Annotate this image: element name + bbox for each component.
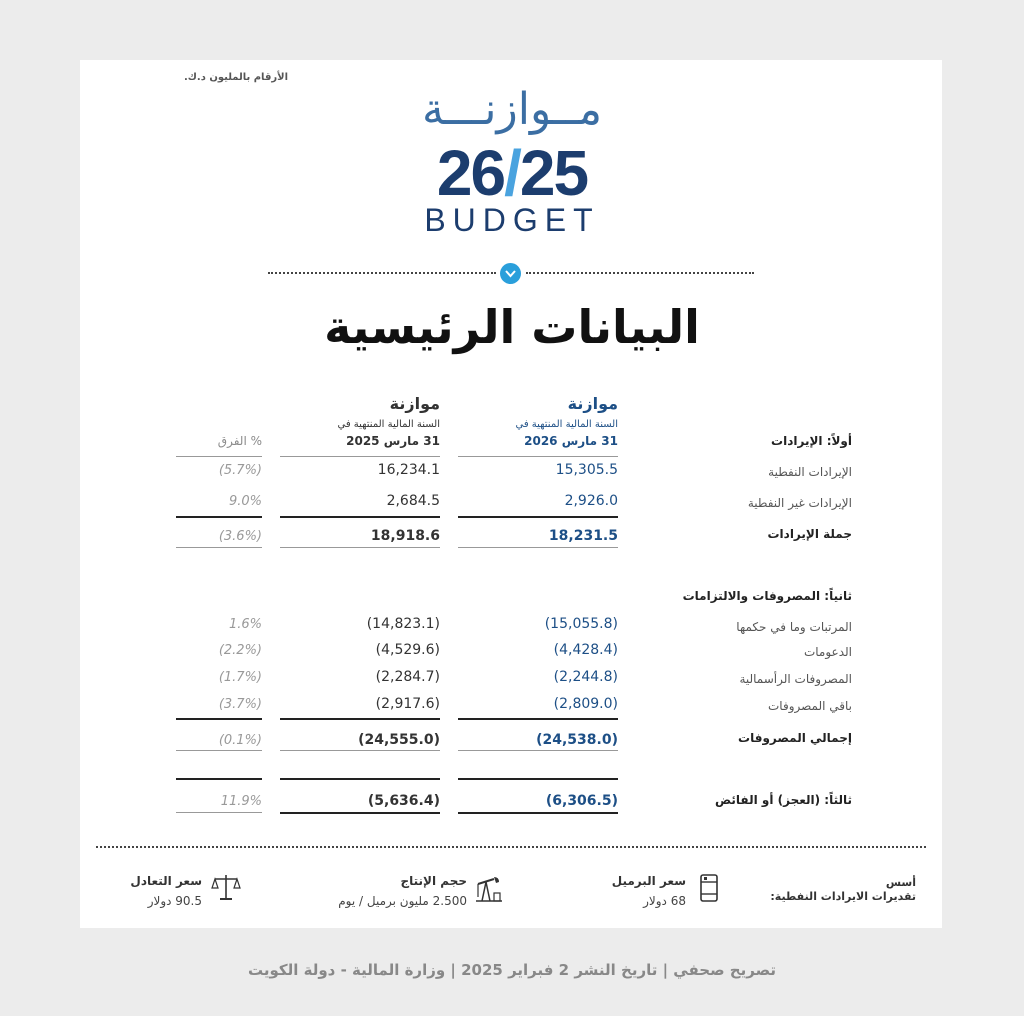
logo-english: BUDGET	[424, 202, 600, 238]
breakeven-price-value: 90.5 دولار	[147, 894, 202, 908]
expenses-total-current: (24,538.0)	[536, 732, 618, 748]
current-column-date: 31 مارس 2026	[524, 434, 618, 448]
total-rule-previous	[280, 750, 440, 751]
row-label: الدعومات	[803, 645, 852, 659]
revenues-total-current: 18,231.5	[548, 528, 618, 544]
expenses-section-title: ثانياً: المصروفات والالتزامات	[682, 589, 852, 603]
row-previous: (14,823.1)	[366, 616, 440, 632]
oil-barrel-icon	[699, 873, 719, 907]
deficit-previous: (5,636.4)	[367, 793, 440, 809]
breakeven-price-title: سعر التعادل	[130, 874, 202, 888]
total-rule-current	[458, 750, 618, 751]
row-previous: (2,284.7)	[375, 669, 440, 685]
divider-left	[268, 272, 496, 274]
divider-right	[526, 272, 754, 274]
deficit-bottom-rule-previous	[280, 812, 440, 814]
current-column-subtitle: السنة المالية المنتهية في	[515, 419, 618, 430]
row-current: (2,244.8)	[553, 669, 618, 685]
row-label: المرتبات وما في حكمها	[736, 620, 852, 634]
logo-year-left: 26	[436, 137, 505, 209]
row-label: الإيرادات غير النفطية	[747, 496, 852, 510]
logo-arabic: مــوازنـــة	[421, 84, 603, 135]
basis-line-2: تقديرات الايرادات النفطية:	[770, 890, 916, 903]
row-diff: (3.7%)	[218, 697, 262, 712]
expenses-total-previous: (24,555.0)	[358, 732, 440, 748]
deficit-top-rule-diff	[176, 778, 262, 780]
oil-pump-icon	[474, 875, 504, 907]
row-current: (15,055.8)	[544, 616, 618, 632]
revenues-total-previous: 18,918.6	[370, 528, 440, 544]
subtotal-rule-diff	[176, 718, 262, 720]
barrel-price-title: سعر البرميل	[611, 874, 686, 888]
row-diff: 9.0%	[228, 494, 262, 509]
row-current: (4,428.4)	[553, 642, 618, 658]
row-current: (2,809.0)	[553, 696, 618, 712]
row-diff: 1.6%	[228, 617, 262, 632]
diff-column-title: % الفرق	[217, 434, 262, 448]
previous-column-date: 31 مارس 2025	[346, 434, 440, 448]
row-previous: (4,529.6)	[375, 642, 440, 658]
total-rule-previous	[280, 547, 440, 548]
subtotal-rule-current	[458, 516, 618, 518]
revenues-total-diff: (3.6%)	[218, 529, 262, 544]
header-rule-diff	[176, 456, 262, 457]
subtotal-rule-previous	[280, 718, 440, 720]
row-label: المصروفات الرأسمالية	[739, 672, 852, 686]
deficit-bottom-rule-diff	[176, 812, 262, 813]
previous-column-title: موازنة	[389, 394, 440, 413]
header-rule-previous	[280, 456, 440, 457]
oil-revenue-basis	[770, 876, 916, 904]
row-diff: (5.7%)	[218, 463, 262, 478]
row-current: 15,305.5	[555, 462, 618, 478]
row-label: باقي المصروفات	[768, 699, 852, 713]
unit-note: الأرقام بالمليون د.ك.	[183, 72, 288, 83]
page-title: البيانات الرئيسية	[324, 300, 700, 354]
row-previous: (2,917.6)	[375, 696, 440, 712]
deficit-bottom-rule-current	[458, 812, 618, 814]
logo-year-right: 25	[519, 137, 588, 209]
subtotal-rule-current	[458, 718, 618, 720]
logo-years	[0, 138, 1024, 208]
deficit-current: (6,306.5)	[545, 793, 618, 809]
previous-column-subtitle: السنة المالية المنتهية في	[337, 419, 440, 430]
deficit-top-rule-previous	[280, 778, 440, 780]
revenues-total-label: جملة الإيرادات	[767, 527, 852, 541]
barrel-price	[612, 874, 686, 908]
deficit-label: ثالثاً: (العجز) أو الفائض	[715, 793, 852, 807]
barrel-price-value: 68 دولار	[643, 894, 686, 908]
production-volume-value: 2.500 مليون برميل / يوم	[338, 894, 467, 908]
deficit-top-rule-current	[458, 778, 618, 780]
row-diff: (1.7%)	[218, 670, 262, 685]
total-rule-diff	[176, 750, 262, 751]
row-previous: 2,684.5	[386, 493, 440, 509]
subtotal-rule-diff	[176, 516, 262, 518]
row-label: الإيرادات النفطية	[768, 465, 852, 479]
row-previous: 16,234.1	[377, 462, 440, 478]
balance-scale-icon	[211, 872, 241, 906]
current-column-title: موازنة	[567, 394, 618, 413]
total-rule-diff	[176, 547, 262, 548]
expenses-total-diff: (0.1%)	[218, 733, 262, 748]
row-current: 2,926.0	[564, 493, 618, 509]
header-rule-current	[458, 456, 618, 457]
basis-line-1: أسس	[885, 876, 916, 889]
total-rule-current	[458, 547, 618, 548]
subtotal-rule-previous	[280, 516, 440, 518]
production-volume	[338, 874, 467, 908]
footer-divider	[96, 846, 926, 848]
production-volume-title: حجم الإنتاج	[400, 874, 467, 888]
revenues-section-title: أولاً: الإيرادات	[771, 434, 852, 448]
deficit-diff: 11.9%	[220, 794, 262, 809]
expenses-total-label: إجمالي المصروفات	[738, 731, 852, 745]
breakeven-price	[130, 874, 202, 908]
press-release-caption: تصريح صحفي | تاريخ النشر 2 فبراير 2025 | وزارة المالية - دولة الكويت	[247, 961, 776, 979]
logo-slash: /	[504, 137, 520, 209]
chevron-down-icon	[500, 263, 521, 284]
row-diff: (2.2%)	[218, 643, 262, 658]
